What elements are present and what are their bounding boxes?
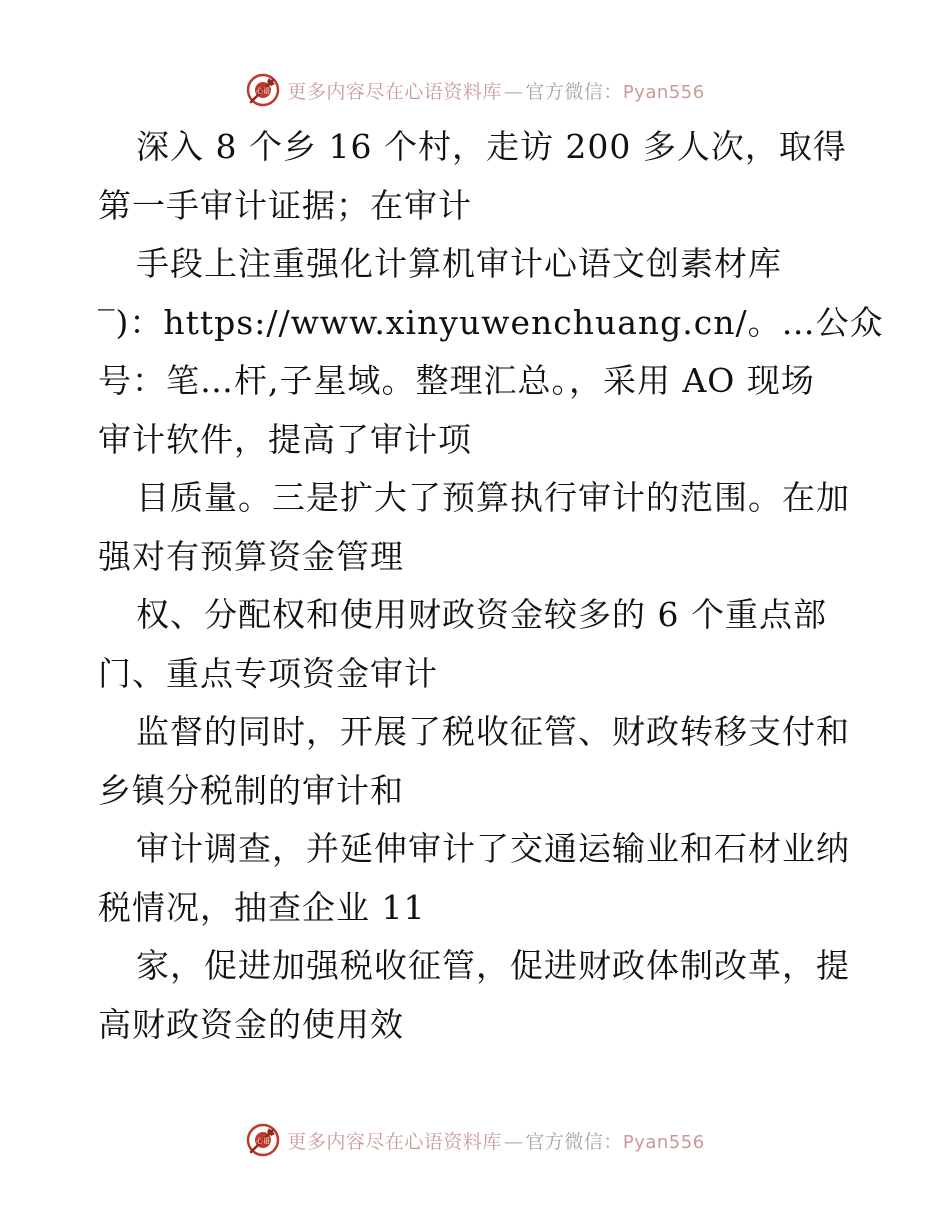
header-wechat-label: 官方微信： — [525, 80, 623, 103]
text-line: 深入 8 个乡 16 个村，走访 200 多人次，取得 — [136, 127, 847, 166]
footer-brand-text: 更多内容尽在心语资料库 — [287, 1130, 502, 1153]
text-line: ‾)：https://www.xinyuwenchuang.cn/。…公众 — [98, 302, 884, 342]
text-line: 门、重点专项资金审计 — [98, 653, 438, 693]
document-body — [98, 118, 884, 1054]
text-line: 号：笔…杆,子星域。整理汇总。，采用 AO 现场 — [98, 361, 815, 400]
footer-wechat-handle: Pyan556 — [622, 1131, 705, 1153]
footer-separator: — — [503, 1130, 524, 1153]
header-watermark-banner — [0, 70, 950, 110]
footer-banner-text — [287, 1127, 704, 1154]
text-line: 强对有预算资金管理 — [98, 536, 404, 576]
footer-watermark-banner — [0, 1120, 950, 1160]
logo-icon — [245, 72, 281, 108]
header-brand-text: 更多内容尽在心语资料库 — [287, 80, 502, 103]
text-line: 手段上注重强化计算机审计心语文创素材库 — [136, 244, 782, 283]
footer-wechat-label: 官方微信： — [525, 1130, 623, 1153]
text-line: 审计软件，提高了审计项 — [98, 419, 472, 459]
text-line: 税情况，抽查企业 11 — [98, 887, 426, 927]
text-line: 乡镇分税制的审计和 — [98, 770, 404, 810]
text-line: 第一手审计证据；在审计 — [98, 185, 472, 225]
header-banner-text — [287, 77, 704, 104]
svg-text:心语: 心语 — [256, 1137, 271, 1145]
logo-icon — [245, 1122, 281, 1158]
header-separator: — — [503, 80, 524, 103]
text-line: 审计调查，并延伸审计了交通运输业和石材业纳 — [136, 829, 850, 868]
text-line: 家，促进加强税收征管，促进财政体制改革，提 — [136, 946, 850, 985]
svg-text:心语: 心语 — [256, 87, 271, 95]
text-line: 目质量。三是扩大了预算执行审计的范围。在加 — [136, 478, 850, 517]
text-line: 权、分配权和使用财政资金较多的 6 个重点部 — [136, 595, 827, 634]
header-wechat-handle: Pyan556 — [622, 81, 705, 103]
text-line: 监督的同时，开展了税收征管、财政转移支付和 — [136, 712, 850, 751]
text-line: 高财政资金的使用效 — [98, 1004, 404, 1044]
